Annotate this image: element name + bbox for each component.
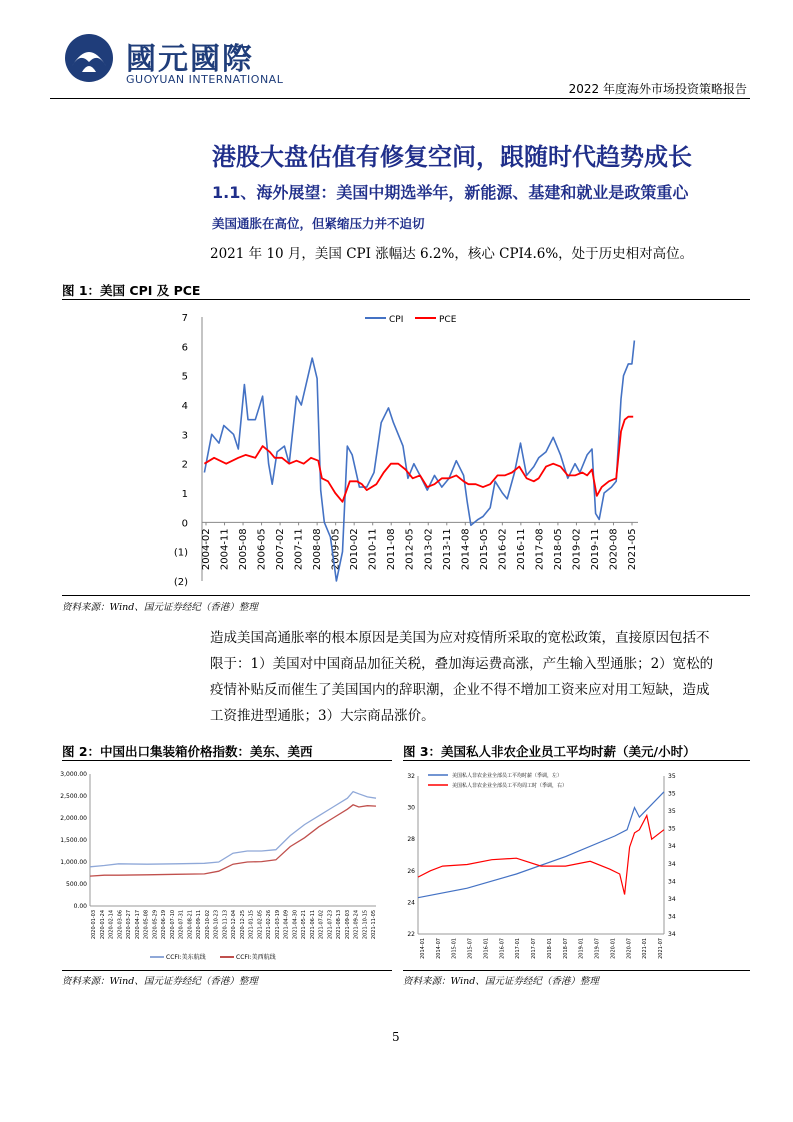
- series-line-hours: [418, 816, 664, 895]
- fig3-source: 资料来源：Wind、国元证券经纪（香港）整理: [403, 976, 599, 987]
- x-tick-label: 2020-09-11: [196, 910, 202, 940]
- x-tick-label: 2020-05-08: [143, 910, 150, 940]
- x-tick-label: 2020-06-19: [161, 910, 167, 940]
- fig3-caption: 图 3：美国私人非农企业员工平均时薪（美元/小时）: [403, 744, 696, 759]
- y-tick-label: 1: [181, 489, 188, 500]
- left-tick-label: 30: [407, 804, 415, 812]
- y-tick-label: 7: [181, 313, 188, 324]
- x-tick-label: 2007-02: [275, 528, 287, 571]
- fig1-bottom-rule: [62, 595, 750, 596]
- x-tick-label: 2020-10-23: [213, 910, 220, 940]
- header-rule: [50, 98, 750, 99]
- fig3-top-rule: [403, 760, 750, 761]
- x-tick-label: 2019-07: [594, 938, 601, 959]
- chart1-legend: [365, 315, 457, 325]
- x-tick-label: 2016-11: [515, 528, 527, 571]
- y-tick-label: 4: [181, 401, 188, 412]
- left-tick-label: 26: [407, 867, 415, 875]
- right-tick-label: 35: [668, 790, 676, 798]
- x-tick-label: 2019-01: [578, 938, 585, 959]
- subsection-title: 美国通胀在高位，但紧缩压力并不迫切: [212, 216, 425, 231]
- x-tick-label: 2018-05: [552, 528, 564, 571]
- x-tick-label: 2021-08-13: [336, 910, 342, 940]
- right-tick-label: 35: [668, 825, 676, 833]
- y-tick-label: 6: [181, 342, 188, 354]
- right-tick-label: 34: [668, 843, 676, 851]
- x-tick-label: 2021-05-21: [301, 910, 307, 940]
- x-tick-label: 2021-09-03: [344, 910, 351, 940]
- right-tick-label: 35: [668, 773, 676, 780]
- x-tick-label: 2018-07: [562, 938, 569, 959]
- x-tick-label: 2021-06-11: [309, 910, 316, 940]
- x-tick-label: 2021-01: [642, 938, 649, 959]
- x-tick-label: 2014-08: [460, 528, 472, 571]
- paragraph-2-line: 疫情补贴反而催生了美国国内的辞职潮，企业不得不增加工资来应对用工短缺，造成: [210, 682, 710, 698]
- x-tick-label: 2004-11: [219, 528, 231, 571]
- x-tick-label: 2020-07-10: [169, 910, 176, 940]
- y-tick-label: 0.00: [73, 903, 87, 910]
- x-tick-label: 2010-02: [349, 528, 361, 571]
- x-tick-label: 2017-01: [515, 938, 522, 959]
- page-number: 5: [392, 1030, 400, 1044]
- x-tick-label: 2021-05: [627, 528, 638, 571]
- x-tick-label: 2021-04-30: [292, 910, 299, 940]
- paragraph-2-line: 工资推进型通胀；3）大宗商品涨价。: [210, 708, 435, 724]
- x-tick-label: 2007-11: [293, 528, 305, 571]
- x-tick-label: 2020-02-14: [108, 910, 115, 940]
- y-tick-label: 1,000.00: [60, 859, 87, 866]
- x-tick-label: 2015-07: [467, 938, 474, 959]
- x-tick-label: 2020-07: [626, 938, 633, 959]
- x-tick-label: 2021-03-19: [274, 910, 281, 940]
- y-tick-label: 500.00: [66, 881, 87, 888]
- chart3-legend: [428, 772, 567, 789]
- x-tick-label: 2020-01-24: [99, 910, 106, 940]
- left-tick-label: 22: [407, 931, 415, 938]
- y-tick-label: 3,000.00: [60, 771, 87, 778]
- x-tick-label: 2017-08: [534, 528, 546, 571]
- main-title: 港股大盘估值有修复空间，跟随时代趋势成长: [212, 143, 692, 171]
- x-tick-label: 2008-08: [312, 528, 324, 571]
- x-tick-label: 2020-04-17: [134, 910, 141, 940]
- x-tick-label: 2021-07-02: [318, 910, 325, 940]
- left-tick-label: 28: [407, 836, 415, 844]
- x-tick-label: 2020-03-06: [117, 910, 124, 940]
- x-tick-label: 2018-01: [546, 938, 553, 959]
- series-line-east: [90, 792, 376, 867]
- series-line-cpi: [204, 341, 634, 582]
- x-tick-label: 2009-05: [330, 528, 342, 571]
- fig1-source: 资料来源：Wind、国元证券经纪（香港）整理: [62, 602, 258, 613]
- x-tick-label: 2014-01: [420, 938, 426, 959]
- y-tick-label: 0: [181, 518, 188, 530]
- x-tick-label: 2013-11: [441, 528, 453, 571]
- x-tick-label: 2021-02-05: [257, 910, 264, 940]
- ccfi-chart: [60, 764, 390, 969]
- x-tick-label: 2021-01-15: [248, 910, 255, 940]
- right-tick-label: 34: [668, 931, 676, 938]
- x-tick-label: 2006-05: [256, 528, 268, 571]
- left-tick-label: 24: [407, 899, 415, 907]
- x-tick-label: 2015-01: [451, 938, 458, 959]
- x-tick-label: 2016-07: [499, 938, 506, 959]
- x-tick-label: 2011-08: [386, 528, 398, 571]
- legend-pce-label: PCE: [439, 315, 457, 325]
- fig1-top-rule: [62, 299, 750, 300]
- x-tick-label: 2012-05: [404, 528, 416, 571]
- x-tick-label: 2004-02: [201, 528, 212, 571]
- chart1-axes: [174, 313, 638, 588]
- x-tick-label: 2015-05: [478, 528, 490, 571]
- fig1-caption: 图 1：美国 CPI 及 PCE: [62, 283, 201, 298]
- y-tick-label: 5: [181, 371, 188, 383]
- x-tick-label: 2021-10-15: [362, 910, 369, 940]
- x-tick-label: 2020-10-02: [204, 910, 211, 940]
- series-line-west: [90, 805, 376, 876]
- x-tick-label: 2019-02: [571, 528, 583, 571]
- fig2-bottom-rule: [62, 970, 392, 971]
- x-tick-label: 2020-05-29: [152, 910, 159, 940]
- left-tick-label: 32: [407, 773, 415, 780]
- chart2-legend: [150, 953, 276, 961]
- y-tick-label: (1): [173, 547, 188, 559]
- paragraph-2-line: 造成美国高通胀率的根本原因是美国为应对疫情所采取的宽松政策，直接原因包括不: [210, 630, 710, 646]
- legend-ccfi-east: CCFI:美东航线: [166, 954, 206, 961]
- fig3-bottom-rule: [403, 970, 750, 971]
- x-tick-label: 2020-01: [610, 938, 617, 959]
- legend-cpi-label: CPI: [389, 315, 404, 325]
- fig2-top-rule: [62, 760, 392, 761]
- logo-cn: 國元國際: [126, 42, 254, 77]
- y-tick-label: 3: [181, 430, 188, 442]
- right-tick-label: 34: [668, 913, 676, 921]
- right-tick-label: 34: [668, 895, 676, 903]
- right-tick-label: 35: [668, 808, 676, 816]
- x-tick-label: 2020-08-21: [187, 910, 194, 940]
- section-title: 1.1、海外展望：美国中期选举年，新能源、基建和就业是政策重心: [212, 183, 689, 202]
- x-tick-label: 2016-01: [483, 938, 490, 959]
- y-tick-label: 2: [181, 459, 188, 471]
- x-tick-label: 2021-07-23: [327, 910, 334, 940]
- x-tick-label: 2021-02-26: [266, 910, 272, 940]
- x-tick-label: 2020-12-04: [231, 910, 237, 940]
- x-tick-label: 2019-11: [589, 528, 601, 571]
- x-tick-label: 2021-09-24: [353, 910, 360, 940]
- legend-hours: 美国私人非农企业全部员工平均周工时（季调，右）: [452, 783, 568, 789]
- x-tick-label: 2021-11-05: [371, 910, 377, 940]
- report-title: 2022 年度海外市场投资策略报告: [568, 82, 747, 96]
- paragraph-2: [210, 625, 755, 729]
- x-tick-label: 2005-08: [238, 528, 250, 571]
- x-tick-label: 2017-07: [531, 938, 538, 959]
- x-tick-label: 2020-12-25: [239, 910, 246, 940]
- legend-wage: 美国私人非农企业全部员工平均时薪（季调，左）: [452, 773, 563, 779]
- x-tick-label: 2020-07-31: [178, 910, 185, 940]
- paragraph-1: 2021 年 10 月，美国 CPI 涨幅达 6.2%，核心 CPI4.6%，处于历史相对高位。: [210, 246, 694, 262]
- y-tick-label: (2): [173, 577, 188, 588]
- logo-emblem: [62, 32, 116, 84]
- right-tick-label: 34: [668, 878, 676, 886]
- series-line-wage: [418, 792, 664, 898]
- logo-en: GUOYUAN INTERNATIONAL: [126, 73, 284, 86]
- y-tick-label: 1,500.00: [60, 837, 87, 844]
- x-tick-label: 2020-03-27: [126, 910, 132, 940]
- x-tick-label: 2013-02: [423, 528, 435, 571]
- wage-chart: [400, 764, 700, 969]
- paragraph-2-line: 限于：1）美国对中国商品加征关税，叠加海运费高涨，产生输入型通胀；2）宽松的: [210, 656, 714, 672]
- y-tick-label: 2,500.00: [60, 793, 87, 800]
- x-tick-label: 2014-07: [435, 938, 442, 959]
- fig2-source: 资料来源：Wind、国元证券经纪（香港）整理: [62, 976, 258, 987]
- x-tick-label: 2020-08: [608, 528, 620, 571]
- cpi-pce-chart: [150, 305, 660, 590]
- x-tick-label: 2021-04-09: [283, 910, 290, 940]
- fig2-caption: 图 2：中国出口集装箱价格指数：美东、美西: [62, 744, 313, 759]
- right-tick-label: 34: [668, 860, 676, 868]
- x-tick-label: 2016-02: [497, 528, 509, 571]
- x-tick-label: 2020-11-13: [222, 910, 229, 940]
- x-tick-label: 2010-11: [367, 528, 379, 571]
- x-tick-label: 2021-07: [658, 938, 664, 959]
- chart2-axes: [60, 771, 377, 939]
- x-tick-label: 2020-01-03: [91, 910, 97, 940]
- legend-ccfi-west: CCFI:美西航线: [236, 954, 276, 961]
- y-tick-label: 2,000.00: [60, 815, 87, 822]
